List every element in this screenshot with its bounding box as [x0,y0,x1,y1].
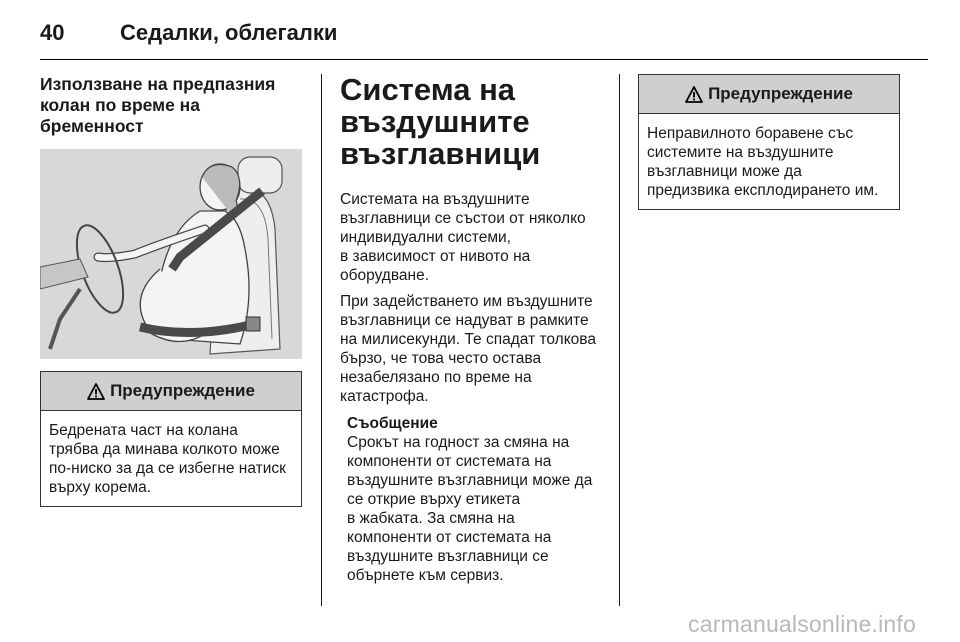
section-title-airbags: Система на въздушните възглавници [340,72,541,171]
header-divider [40,59,928,60]
left-column [40,74,302,507]
watermark: carmanualsonline.info [688,611,916,637]
section-title-pregnancy: Използване на предпазния колан по време на бременност [40,74,276,136]
note-block [347,414,606,585]
middle-column [340,74,606,585]
column-divider-right [619,74,620,606]
right-column [638,74,900,210]
warning-triangle-icon [87,383,105,400]
warning-label: Предупреждение [708,84,853,103]
pregnant-driver-seatbelt-illustration [40,149,302,359]
warning-triangle-icon [685,86,703,103]
column-divider-left [321,74,322,606]
airbag-paragraph-1: Системата на въздушните възглавници се състои от няколко индивидуални системи, в зависимост от нивото на оборудване. [340,191,586,284]
warning-text: Бедрената част на колана трябва да минава колкото може по-ниско за да се избегне натиск върху корема. [49,422,286,496]
page-header [40,14,928,60]
warning-header [639,75,899,114]
warning-header [41,372,301,411]
airbag-paragraph-2: При задействането им въздушните възглавници се надуват в рамките на милисекунди. Те спадат толкова бързо, че това често остава незабелязано по време на катастрофа. [340,293,596,405]
note-text: Срокът на годност за смяна на компоненти от системата на въздушните възглавници може да се открие върху етикета в жабката. За смяна на компоненти от системата на въздушните възглавници се обърнете към сервиз. [347,434,593,584]
page-title: Седалки, облегалки [120,20,338,45]
page-number: 40 [40,20,65,45]
warning-box-pregnancy [40,371,302,507]
warning-label: Предупреждение [110,381,255,400]
note-title: Съобщение [347,415,438,432]
warning-text: Неправилното боравене със системите на въздушните възглавници може да предизвика експлодирането им. [647,125,879,199]
warning-box-airbags [638,74,900,210]
